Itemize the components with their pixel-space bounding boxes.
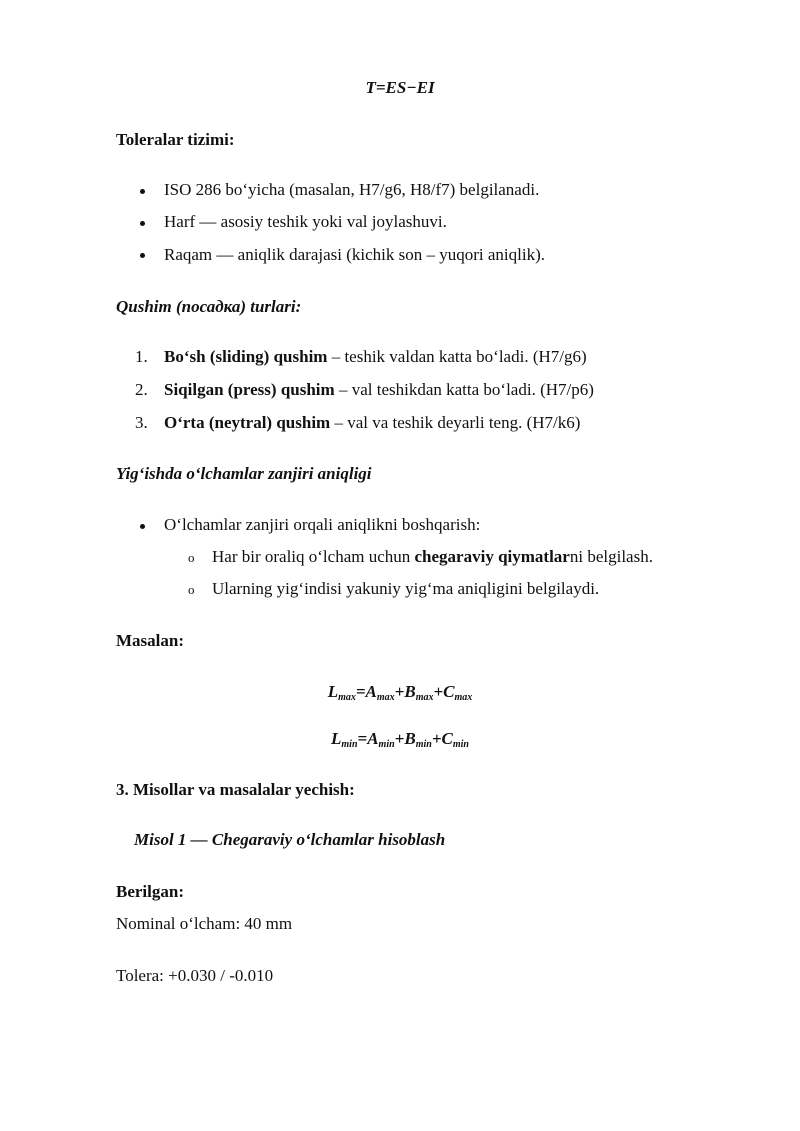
bullet-icon	[139, 182, 147, 190]
fits-heading: Qushim (посадка) turlari:	[116, 297, 302, 316]
sub-bullet-icon: o	[188, 550, 195, 565]
formula-max: $L_{max}=A_{max}+B_{max}+C_{max}$	[327, 682, 473, 703]
list-item: ISO 286 bo‘yicha (masalan, H7/g6, H8/f7) belgilanadi.	[164, 180, 540, 199]
tolerance-value: Tolera: +0.030 / -0.010	[116, 966, 274, 985]
formula-var: L	[331, 729, 342, 748]
formula-subscript: min	[378, 739, 395, 750]
bullet-icon	[139, 246, 147, 254]
fit-description: – val teshikdan katta bo‘ladi. (H7/p6)	[334, 380, 594, 399]
section-3-heading: 3. Misollar va masalalar yechish:	[116, 780, 355, 799]
sub-list-item: Ularning yig‘indisi yakuniy yig‘ma aniqligini belgilaydi.	[212, 579, 600, 598]
sub-item-bold: chegaraviy qiymatlar	[414, 547, 570, 566]
example-heading: Masalan:	[116, 631, 184, 650]
fit-name: Bo‘sh (sliding) qushim	[164, 347, 328, 366]
sub-item-text: ni belgilash.	[569, 547, 653, 566]
list-item	[164, 380, 594, 400]
list-item	[164, 413, 580, 433]
sub-list-item	[212, 547, 653, 567]
given-label: Berilgan:	[116, 882, 184, 901]
formula-var: C	[441, 729, 453, 748]
formula-var: A	[367, 729, 379, 748]
chain-heading: Yig‘ishda o‘lchamlar zanjiri aniqligi	[116, 464, 372, 483]
formula-subscript: max	[338, 692, 356, 703]
formula-subscript: min	[452, 739, 469, 750]
list-item: O‘lchamlar zanjiri orqali aniqlikni boshqarish:	[164, 515, 481, 534]
sub-item-text: Har bir oraliq o‘lcham uchun	[212, 547, 415, 566]
fit-description: – val va teshik deyarli teng. (H7/k6)	[330, 413, 581, 432]
tolerance-system-heading: Toleralar tizimi:	[116, 130, 235, 149]
list-item: Raqam — aniqlik darajasi (kichik son – yuqori aniqlik).	[164, 245, 546, 264]
sub-bullet-icon: o	[188, 582, 195, 597]
formula-var: A	[365, 682, 377, 701]
formula-var: C	[443, 682, 455, 701]
formula-var: B	[404, 682, 416, 701]
example-1-title: Misol 1 — Chegaraviy o‘lchamlar hisoblash	[134, 830, 446, 849]
fit-description: – teshik valdan katta bo‘ladi. (H7/g6)	[327, 347, 587, 366]
formula-subscript: min	[341, 739, 358, 750]
list-number: 3.	[135, 413, 148, 432]
formula-subscript: max	[415, 692, 434, 703]
formula-min: $L_{min}=A_{min}+B_{min}+C_{min}$	[331, 729, 469, 750]
fit-name: Siqilgan (press) qushim	[164, 380, 335, 399]
bullet-icon	[139, 214, 147, 222]
nominal-size: Nominal o‘lcham: 40 mm	[116, 914, 293, 933]
list-item	[164, 347, 587, 367]
fit-name: O‘rta (neytral) qushim	[164, 413, 331, 432]
tolerance-formula: T=ES−EI	[365, 78, 435, 97]
list-number: 1.	[135, 347, 148, 366]
list-number: 2.	[135, 380, 148, 399]
formula-var: B	[404, 729, 416, 748]
bullet-icon	[139, 517, 147, 525]
formula-subscript: min	[415, 739, 432, 750]
formula-var: L	[327, 682, 339, 701]
formula-subscript: max	[376, 692, 395, 703]
list-item: Harf — asosiy teshik yoki val joylashuvi.	[164, 212, 447, 231]
formula-subscript: max	[454, 692, 473, 703]
